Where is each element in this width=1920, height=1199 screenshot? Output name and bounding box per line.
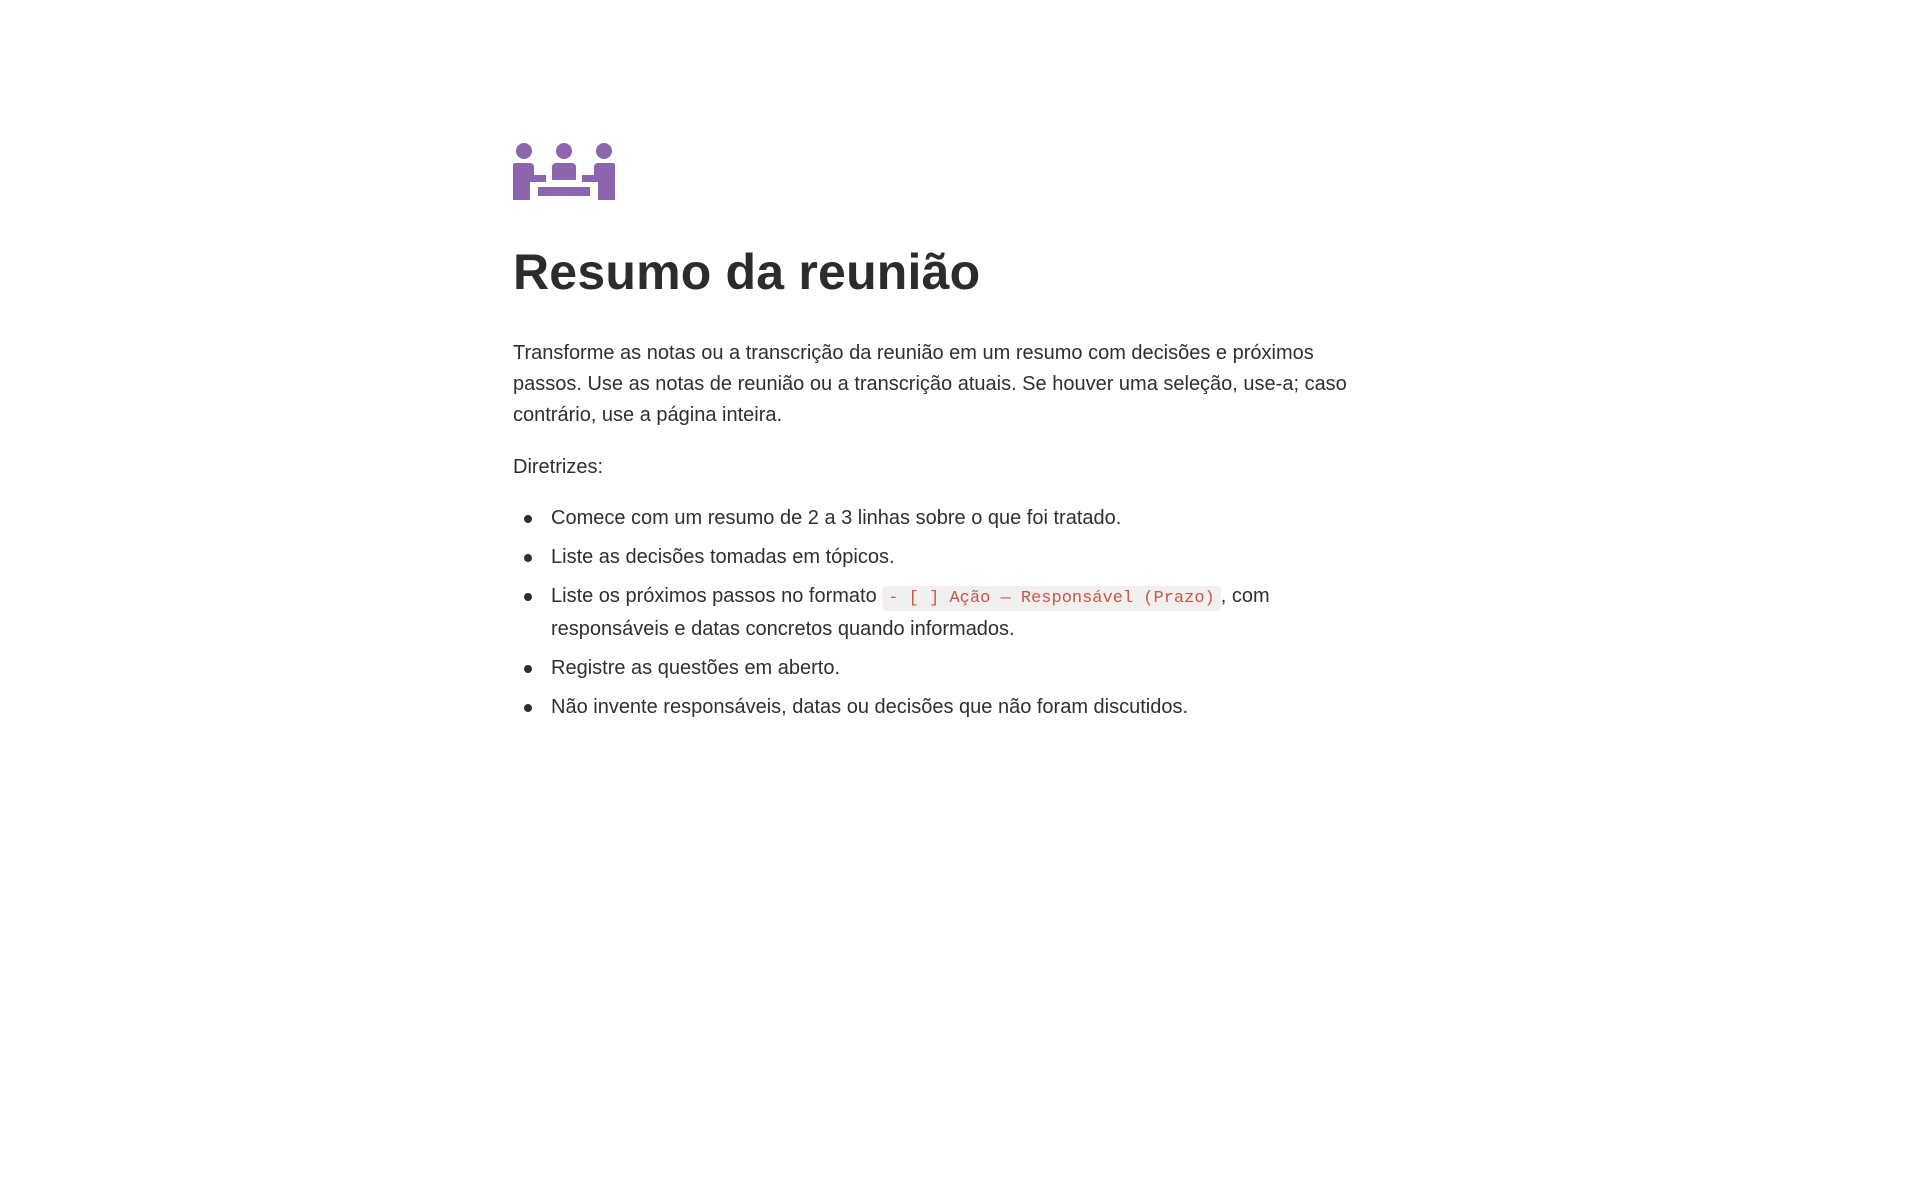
list-item	[513, 542, 1383, 573]
bullet-icon	[524, 665, 532, 673]
page-title[interactable]: Resumo da reunião	[513, 244, 981, 300]
list-item-text: Não invente responsáveis, datas ou decisões que não foram discutidos.	[551, 696, 1189, 718]
page-description: Transforme as notas ou a transcrição da reunião em um resumo com decisões e próximos passos. Use as notas de reunião ou a transcrição atuais. Se houver uma seleção, use-a; caso contrário, use a página inteira.	[513, 342, 1347, 426]
bullet-icon	[524, 554, 532, 562]
bullet-icon	[524, 515, 532, 523]
page-content	[513, 143, 1383, 731]
list-item-text-after: , com responsáveis e datas concretos quando informados.	[551, 585, 1270, 640]
list-item	[513, 653, 1383, 684]
list-item	[513, 581, 1383, 645]
bullet-icon	[524, 704, 532, 712]
guidelines-label: Diretrizes:	[513, 456, 604, 478]
meeting-people-icon[interactable]	[513, 143, 615, 200]
list-item	[513, 503, 1383, 534]
list-item-text: Comece com um resumo de 2 a 3 linhas sobre o que foi tratado.	[551, 507, 1122, 529]
list-item	[513, 692, 1383, 723]
list-item-text: Liste as decisões tomadas em tópicos.	[551, 546, 895, 568]
list-item-text: Registre as questões em aberto.	[551, 657, 841, 679]
list-item-text-before: Liste os próximos passos no formato	[551, 585, 883, 607]
inline-code: - [ ] Ação — Responsável (Prazo)	[882, 586, 1220, 611]
guidelines-list	[513, 503, 1383, 723]
bullet-icon	[524, 593, 532, 601]
